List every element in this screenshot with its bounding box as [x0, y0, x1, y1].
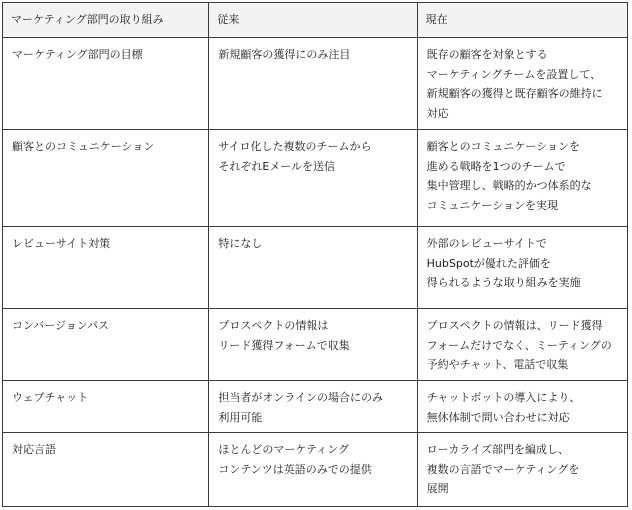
- cell-text-line: 新規顧客の獲得にのみ注目: [218, 48, 351, 61]
- cell-text-line: リード獲得フォームで収集: [218, 338, 350, 352]
- table-row: [3, 130, 628, 227]
- cell-text-line: コミュニケーションを実現: [426, 198, 558, 212]
- cell-text-line: 既存の顧客を対象とする: [426, 48, 548, 61]
- cell-text-line: 顧客とのコミュニケーション: [12, 140, 155, 153]
- cell-topic: [3, 433, 209, 507]
- cell-text-line: 担当者がオンラインの場合にのみ: [218, 391, 383, 404]
- cell-topic: [3, 381, 209, 433]
- table-row: [3, 433, 628, 507]
- table-row: [3, 309, 628, 381]
- cell-before: [209, 433, 417, 507]
- cell-text-line: 展開: [426, 482, 449, 495]
- cell-now: [417, 38, 627, 130]
- cell-text-line: フォームだけでなく、ミーティングの: [426, 338, 612, 352]
- cell-text-line: 進める戦略を1つのチームで: [426, 159, 566, 173]
- cell-text-line: 対応: [426, 106, 449, 120]
- comparison-table: [2, 2, 628, 507]
- cell-text-line: 利用可能: [218, 410, 263, 424]
- cell-text-line: 顧客とのコミュニケーションを: [426, 140, 580, 153]
- header-now: 現在: [417, 3, 627, 38]
- cell-topic: [3, 38, 209, 130]
- cell-text-line: レビューサイト対策: [12, 237, 111, 250]
- cell-text-line: 無休体制で問い合わせに対応: [426, 410, 570, 424]
- cell-text-line: ローカライズ部門を編成し、: [426, 443, 569, 456]
- cell-before: [209, 309, 417, 381]
- cell-text-line: チャットボットの導入により、: [426, 391, 581, 404]
- cell-text-line: 集中管理し、戦略的かつ体系的な: [426, 179, 592, 192]
- cell-text-line: ウェブチャット: [12, 391, 89, 404]
- cell-before: [209, 130, 417, 227]
- cell-now: [417, 381, 627, 433]
- cell-text-line: サイロ化した複数のチームから: [218, 140, 372, 153]
- cell-text-line: 特になし: [218, 237, 263, 250]
- cell-topic: [3, 227, 209, 309]
- cell-text-line: 予約やチャット、電話で収集: [426, 358, 569, 371]
- cell-text-line: マーケティングチームを設置して、: [426, 67, 602, 81]
- table-header-row: [3, 3, 628, 38]
- cell-text-line: コンテンツは英語のみでの提供: [218, 462, 372, 476]
- cell-text-line: 新規顧客の獲得と既存顧客の維持に: [426, 87, 603, 100]
- cell-now: [417, 130, 627, 227]
- cell-text-line: 外部のレビューサイトで: [426, 237, 547, 250]
- cell-text-line: 得られるような取り組みを実施: [426, 276, 581, 289]
- table-row: [3, 227, 628, 309]
- header-topic: マーケティング部門の取り組み: [3, 3, 209, 38]
- cell-topic: [3, 309, 209, 381]
- cell-before: [209, 381, 417, 433]
- cell-before: [209, 38, 417, 130]
- cell-text-line: HubSpotが優れた評価を: [426, 256, 551, 270]
- cell-text-line: コンバージョンパス: [12, 319, 110, 332]
- table-row: [3, 381, 628, 433]
- header-before: 従来: [209, 3, 417, 38]
- cell-now: [417, 433, 627, 507]
- cell-text-line: それぞれEメールを送信: [218, 159, 336, 173]
- cell-topic: [3, 130, 209, 227]
- cell-text-line: マーケティング部門の目標: [12, 48, 143, 61]
- cell-now: [417, 227, 627, 309]
- cell-text-line: プロスペクトの情報は、リード獲得: [426, 319, 603, 332]
- cell-text-line: プロスペクトの情報は: [218, 319, 329, 332]
- table-row: [3, 38, 628, 130]
- cell-text-line: ほとんどのマーケティング: [218, 443, 350, 456]
- cell-now: [417, 309, 627, 381]
- cell-text-line: 対応言語: [12, 443, 56, 456]
- cell-before: [209, 227, 417, 309]
- cell-text-line: 複数の言語でマーケティングを: [426, 462, 580, 476]
